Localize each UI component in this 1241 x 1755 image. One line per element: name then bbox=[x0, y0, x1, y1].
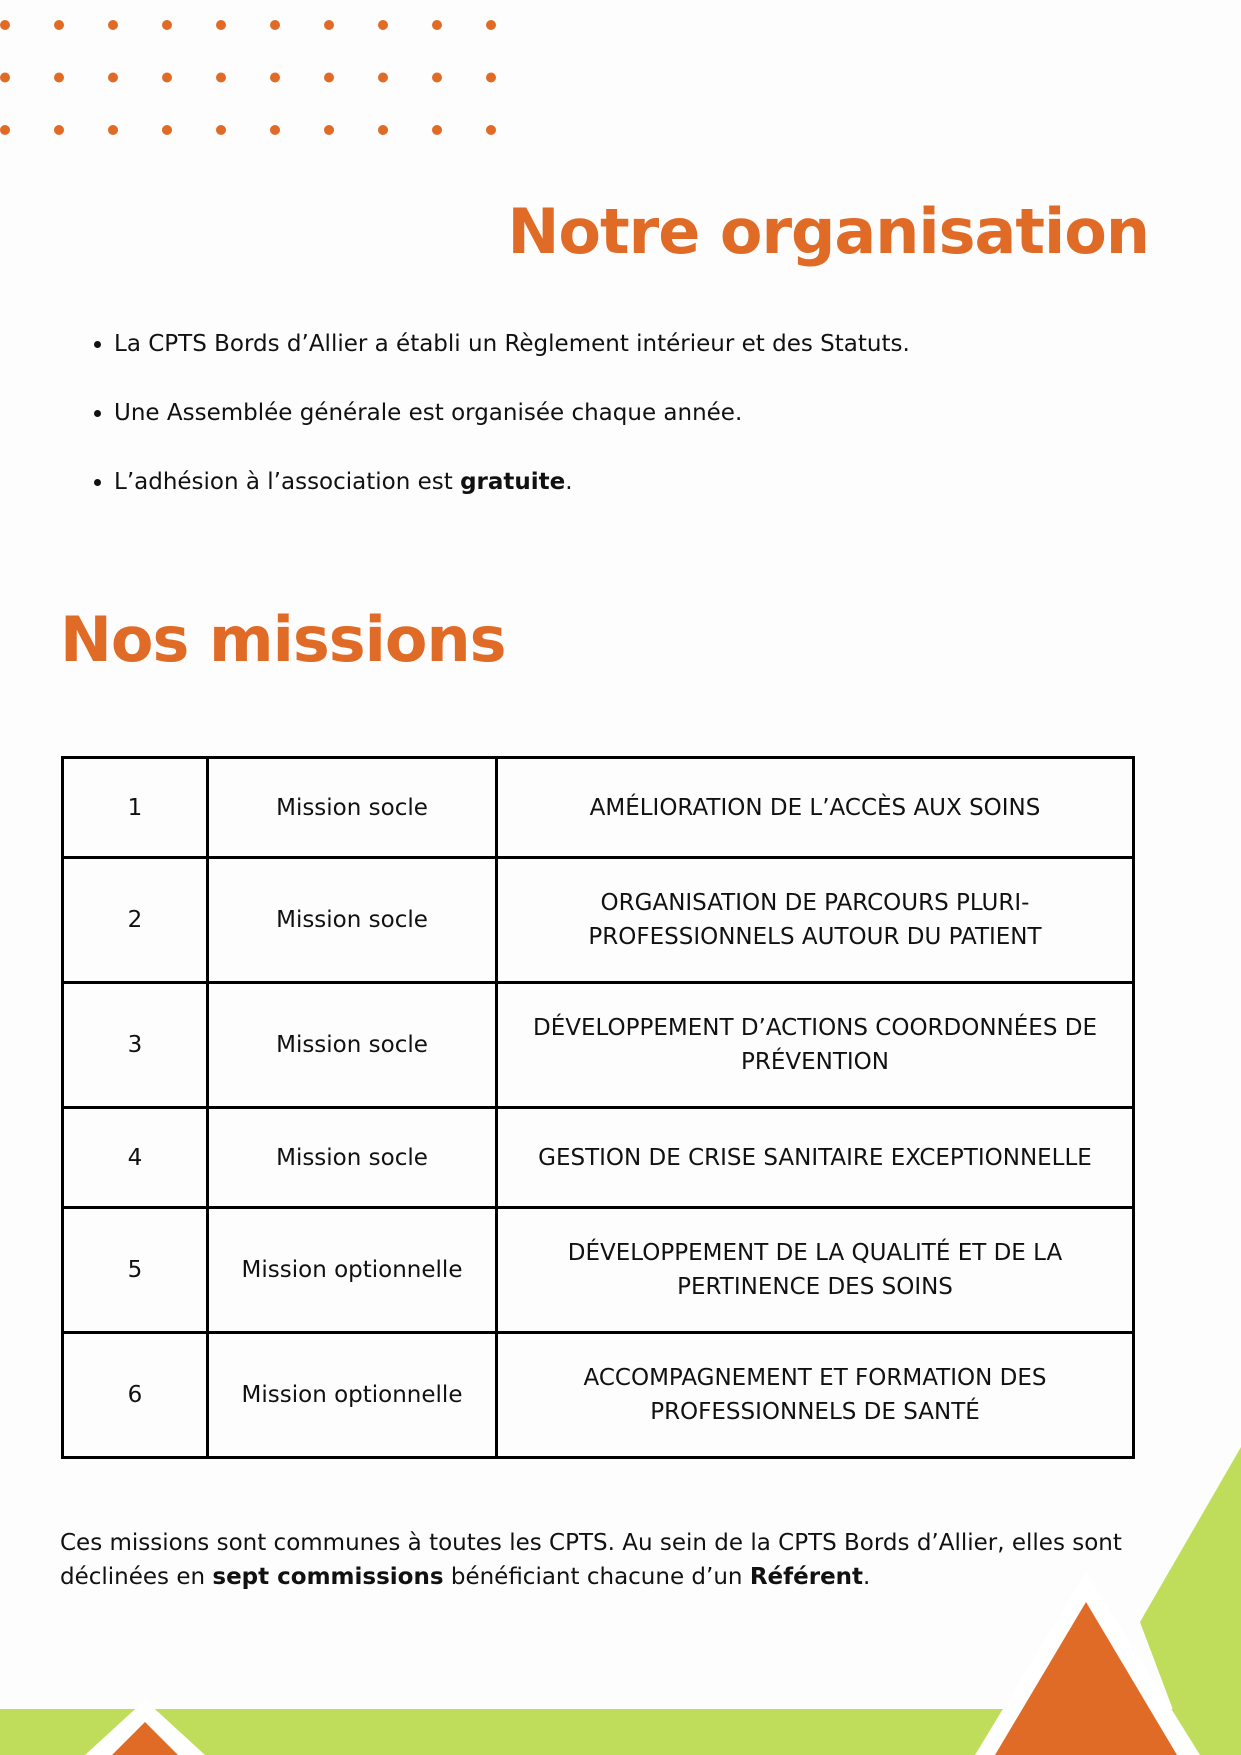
decorative-dot bbox=[0, 125, 10, 135]
decorative-dot bbox=[432, 73, 442, 83]
decorative-dot bbox=[162, 73, 172, 83]
mission-type: Mission optionnelle bbox=[208, 1333, 497, 1458]
highlight-gratuite: gratuite bbox=[460, 469, 566, 495]
decorative-dot bbox=[108, 125, 118, 135]
mission-label: AMÉLIORATION DE L’ACCÈS AUX SOINS bbox=[497, 758, 1134, 858]
decorative-dot bbox=[270, 125, 280, 135]
decorative-dot bbox=[324, 20, 334, 30]
mission-type: Mission optionnelle bbox=[208, 1208, 497, 1333]
bullet-item: • La CPTS Bords d’Allier a établi un Règlement intérieur et des Statuts. bbox=[114, 330, 910, 359]
orange-triangle-right bbox=[995, 1602, 1177, 1755]
mission-label: ORGANISATION DE PARCOURS PLURI-PROFESSIONNELS AUTOUR DU PATIENT bbox=[497, 858, 1134, 983]
decorative-dot bbox=[378, 125, 388, 135]
organisation-bullet-list bbox=[84, 330, 910, 537]
green-bottom-band bbox=[0, 1709, 1241, 1755]
mission-label: DÉVELOPPEMENT D’ACTIONS COORDONNÉES DE PRÉVENTION bbox=[497, 983, 1134, 1108]
table-row bbox=[63, 1208, 1134, 1333]
missions-title: Nos missions bbox=[60, 603, 506, 676]
mission-number: 4 bbox=[63, 1108, 208, 1208]
missions-footer-text: Ces missions sont communes à toutes les CPTS. Au sein de la CPTS Bords d’Allier, elles sont déclinées en sept commissions bénéficiant chacune d’un Référent. bbox=[60, 1530, 1122, 1590]
decorative-dot bbox=[270, 73, 280, 83]
decorative-dot bbox=[54, 125, 64, 135]
green-right-shape bbox=[1140, 1447, 1241, 1755]
decorative-dot bbox=[378, 73, 388, 83]
decorative-dot bbox=[432, 125, 442, 135]
orange-triangle-left bbox=[112, 1722, 178, 1755]
mission-number: 2 bbox=[63, 858, 208, 983]
table-row bbox=[63, 1333, 1134, 1458]
decorative-dot bbox=[0, 73, 10, 83]
mission-number: 3 bbox=[63, 983, 208, 1108]
decorative-dot bbox=[216, 125, 226, 135]
bullet-item: • L’adhésion à l’association est gratuite. bbox=[114, 468, 910, 497]
table-row bbox=[63, 983, 1134, 1108]
mission-number: 5 bbox=[63, 1208, 208, 1333]
organisation-title: Notre organisation bbox=[507, 195, 1149, 268]
white-triangle-left bbox=[85, 1700, 205, 1755]
decorative-dot bbox=[108, 20, 118, 30]
mission-type: Mission socle bbox=[208, 983, 497, 1108]
decorative-dot bbox=[216, 73, 226, 83]
decorative-dot bbox=[378, 20, 388, 30]
decorative-dot bbox=[270, 20, 280, 30]
missions-table bbox=[61, 756, 1135, 1459]
decorative-dot bbox=[324, 125, 334, 135]
mission-label: DÉVELOPPEMENT DE LA QUALITÉ ET DE LA PERTINENCE DES SOINS bbox=[497, 1208, 1134, 1333]
white-triangle-right bbox=[975, 1572, 1200, 1755]
table-row bbox=[63, 1108, 1134, 1208]
decorative-dot bbox=[486, 125, 496, 135]
table-row bbox=[63, 758, 1134, 858]
decorative-dot bbox=[108, 73, 118, 83]
decorative-dot bbox=[324, 73, 334, 83]
mission-type: Mission socle bbox=[208, 858, 497, 983]
mission-label: ACCOMPAGNEMENT ET FORMATION DES PROFESSIONNELS DE SANTÉ bbox=[497, 1333, 1134, 1458]
table-row bbox=[63, 858, 1134, 983]
decorative-dot bbox=[54, 20, 64, 30]
decorative-dot bbox=[162, 20, 172, 30]
decorative-dot bbox=[54, 73, 64, 83]
decorative-dot bbox=[432, 20, 442, 30]
mission-number: 6 bbox=[63, 1333, 208, 1458]
bullet-item: • Une Assemblée générale est organisée chaque année. bbox=[114, 399, 910, 428]
mission-type: Mission socle bbox=[208, 1108, 497, 1208]
mission-type: Mission socle bbox=[208, 758, 497, 858]
decorative-dot-grid bbox=[0, 0, 500, 150]
mission-label: GESTION DE CRISE SANITAIRE EXCEPTIONNELLE bbox=[497, 1108, 1134, 1208]
decorative-dot bbox=[486, 73, 496, 83]
mission-number: 1 bbox=[63, 758, 208, 858]
decorative-dot bbox=[216, 20, 226, 30]
decorative-dot bbox=[486, 20, 496, 30]
decorative-dot bbox=[162, 125, 172, 135]
decorative-dot bbox=[0, 20, 10, 30]
